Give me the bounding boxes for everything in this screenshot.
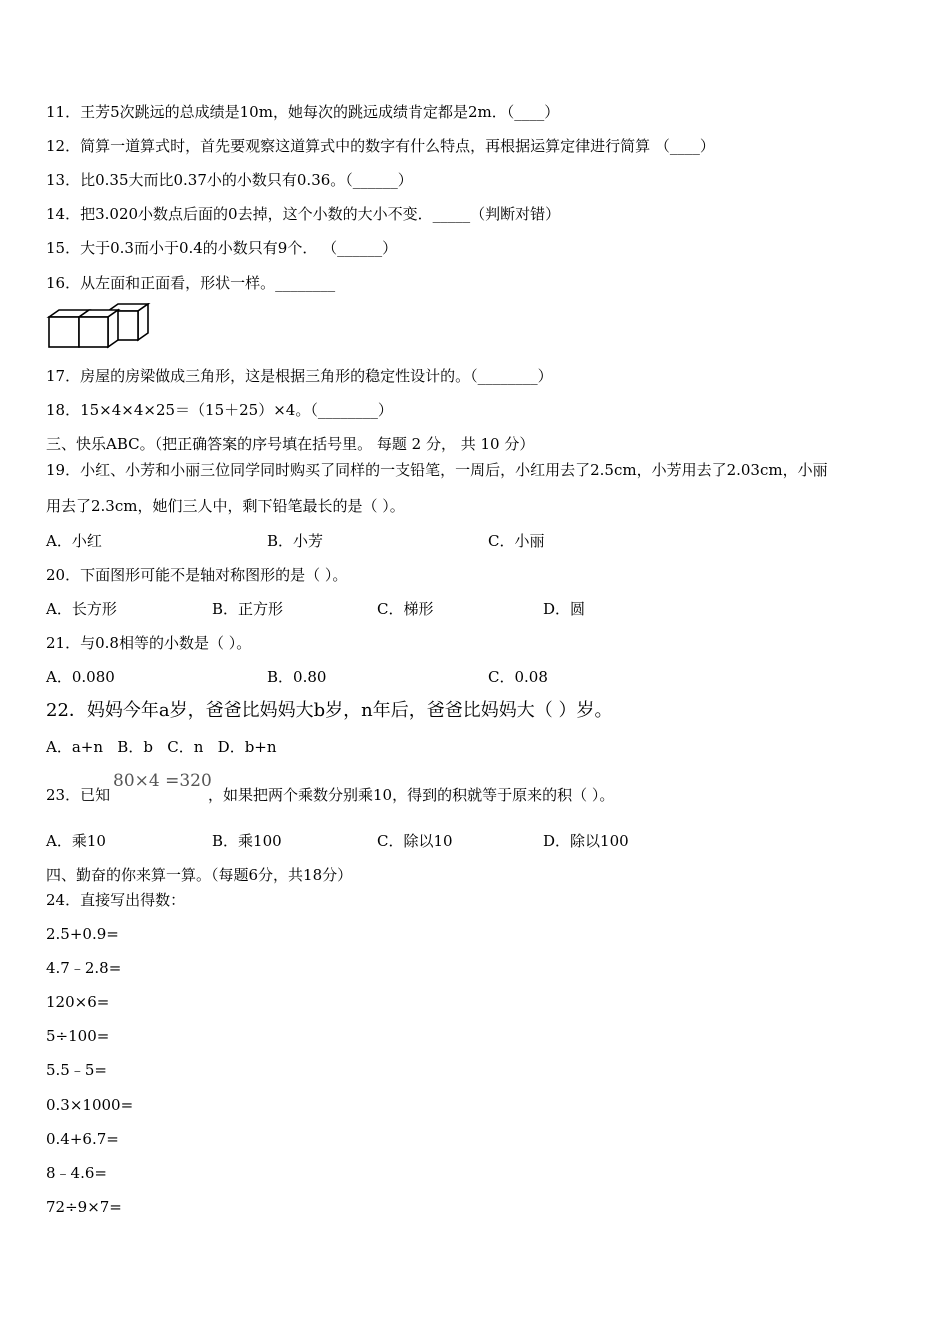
question-17: 17．房屋的房梁做成三角形，这是根据三角形的稳定性设计的。（________） (46, 367, 553, 385)
cube-front-face-1 (49, 317, 79, 347)
q23-option-b: B．乘100 (212, 832, 282, 850)
cube-side-face-3 (138, 304, 148, 340)
question-14: 14．把3.020小数点后面的0去掉，这个小数的大小不变．_____（判断对错） (46, 205, 561, 223)
q23-option-a: A．乘10 (46, 832, 106, 850)
q19-option-c: C．小丽 (488, 532, 545, 550)
q20-option-a: A．长方形 (46, 600, 117, 618)
q20-option-c: C．梯形 (377, 600, 434, 618)
question-19-line-2: 用去了2.3cm，她们三人中，剩下铅笔最长的是（ ）。 (46, 497, 405, 515)
calc-item-2: 4.7﹣2.8= (46, 959, 122, 977)
question-20: 20．下面图形可能不是轴对称图形的是（ ）。 (46, 566, 348, 584)
section-3-heading: 三、快乐ABC。（把正确答案的序号填在括号里。 每题 2 分， 共 10 分） (46, 435, 535, 453)
question-11: 11．王芳5次跳远的总成绩是10m，她每次的跳远成绩肯定都是2m．（____） (46, 103, 560, 121)
calc-item-7: 0.4+6.7= (46, 1130, 119, 1148)
q22-options: A．a+n B．b C．n D．b+n (46, 738, 277, 756)
question-24: 24．直接写出得数： (46, 891, 186, 909)
question-18: 18．15×4×4×25＝（15＋25）×4。（________） (46, 401, 393, 419)
q20-option-d: D．圆 (543, 600, 586, 618)
q19-option-a: A．小红 (46, 532, 102, 550)
question-23-prefix: 23．已知 (46, 786, 111, 804)
q23-formula: 80×4 =320 (113, 771, 212, 791)
question-12: 12．简算一道算式时，首先要观察这道算式中的数字有什么特点，再根据运算定律进行简算 （____） (46, 137, 715, 155)
q19-option-b: B．小芳 (267, 532, 324, 550)
question-21: 21．与0.8相等的小数是（ ）。 (46, 634, 252, 652)
question-23-suffix: ，如果把两个乘数分别乘10，得到的积就等于原来的积（ ）。 (208, 786, 615, 804)
calc-item-6: 0.3×1000= (46, 1096, 134, 1114)
cube-side-face-2 (108, 310, 118, 347)
q20-option-b: B．正方形 (212, 600, 284, 618)
section-4-heading: 四、勤奋的你来算一算。（每题6分，共18分） (46, 866, 353, 884)
question-19-line-1: 19．小红、小芳和小丽三位同学同时购买了同样的一支铅笔，一周后，小红用去了2.5cm，小芳用去了2.03cm，小丽 (46, 461, 828, 479)
calc-item-3: 120×6= (46, 993, 110, 1011)
cube-figure (46, 303, 152, 351)
q23-option-d: D．除以100 (543, 832, 629, 850)
q23-option-c: C．除以10 (377, 832, 453, 850)
calc-item-9: 72÷9×7= (46, 1198, 122, 1216)
calc-item-5: 5.5﹣5= (46, 1061, 107, 1079)
cube-front-face-2 (79, 317, 108, 347)
question-13: 13．比0.35大而比0.37小的小数只有0.36。（______） (46, 171, 413, 189)
q21-option-a: A．0.080 (46, 668, 115, 686)
q21-option-b: B．0.80 (267, 668, 327, 686)
calc-item-4: 5÷100= (46, 1027, 110, 1045)
calc-item-8: 8﹣4.6= (46, 1164, 107, 1182)
question-22: 22．妈妈今年a岁，爸爸比妈妈大b岁，n年后，爸爸比妈妈大（ ）岁。 (46, 700, 613, 721)
calc-item-1: 2.5+0.9= (46, 925, 119, 943)
q21-option-c: C．0.08 (488, 668, 548, 686)
question-15: 15．大于0.3而小于0.4的小数只有9个． （______） (46, 239, 398, 257)
question-16: 16．从左面和正面看，形状一样。________ (46, 274, 336, 292)
